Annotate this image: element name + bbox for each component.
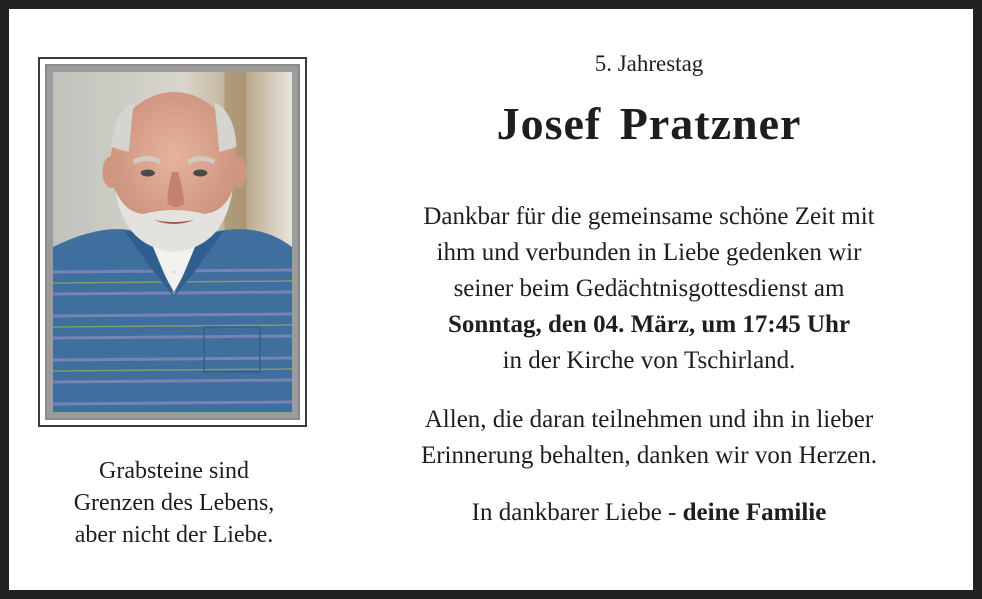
closing-signature xyxy=(339,499,959,527)
quote-line: aber nicht der Liebe. xyxy=(74,522,274,548)
anniversary-label: 5. Jahrestag xyxy=(594,51,704,76)
portrait-photo xyxy=(53,72,292,412)
service-location: in der Kirche von Tschirland. xyxy=(502,347,796,374)
paragraph-line: ihm und verbunden in Liebe gedenken wir xyxy=(436,239,862,266)
paragraph-line: Allen, die daran teilnehmen und ihn in lieber xyxy=(424,406,874,433)
quote-line: Grabsteine sind xyxy=(99,458,249,484)
paragraph-line: Dankbar für die gemeinsame schöne Zeit mit xyxy=(423,203,875,230)
service-date: Sonntag, den 04. März, um 17:45 Uhr xyxy=(447,311,851,338)
memorial-quote xyxy=(39,455,309,551)
paragraph-line: seiner beim Gedächtnisgottesdienst am xyxy=(453,275,845,302)
deceased-name: Josef Pratzner xyxy=(496,98,802,149)
thanks-paragraph xyxy=(339,402,959,474)
closing-prefix: In dankbarer Liebe - xyxy=(471,499,683,526)
paragraph-line: Erinnerung behalten, danken wir von Herzen. xyxy=(420,442,878,469)
portrait-frame xyxy=(38,57,307,427)
quote-line: Grenzen des Lebens, xyxy=(73,490,275,516)
closing-family: deine Familie xyxy=(682,499,827,526)
gratitude-paragraph xyxy=(339,199,959,379)
portrait-mat xyxy=(45,64,300,420)
